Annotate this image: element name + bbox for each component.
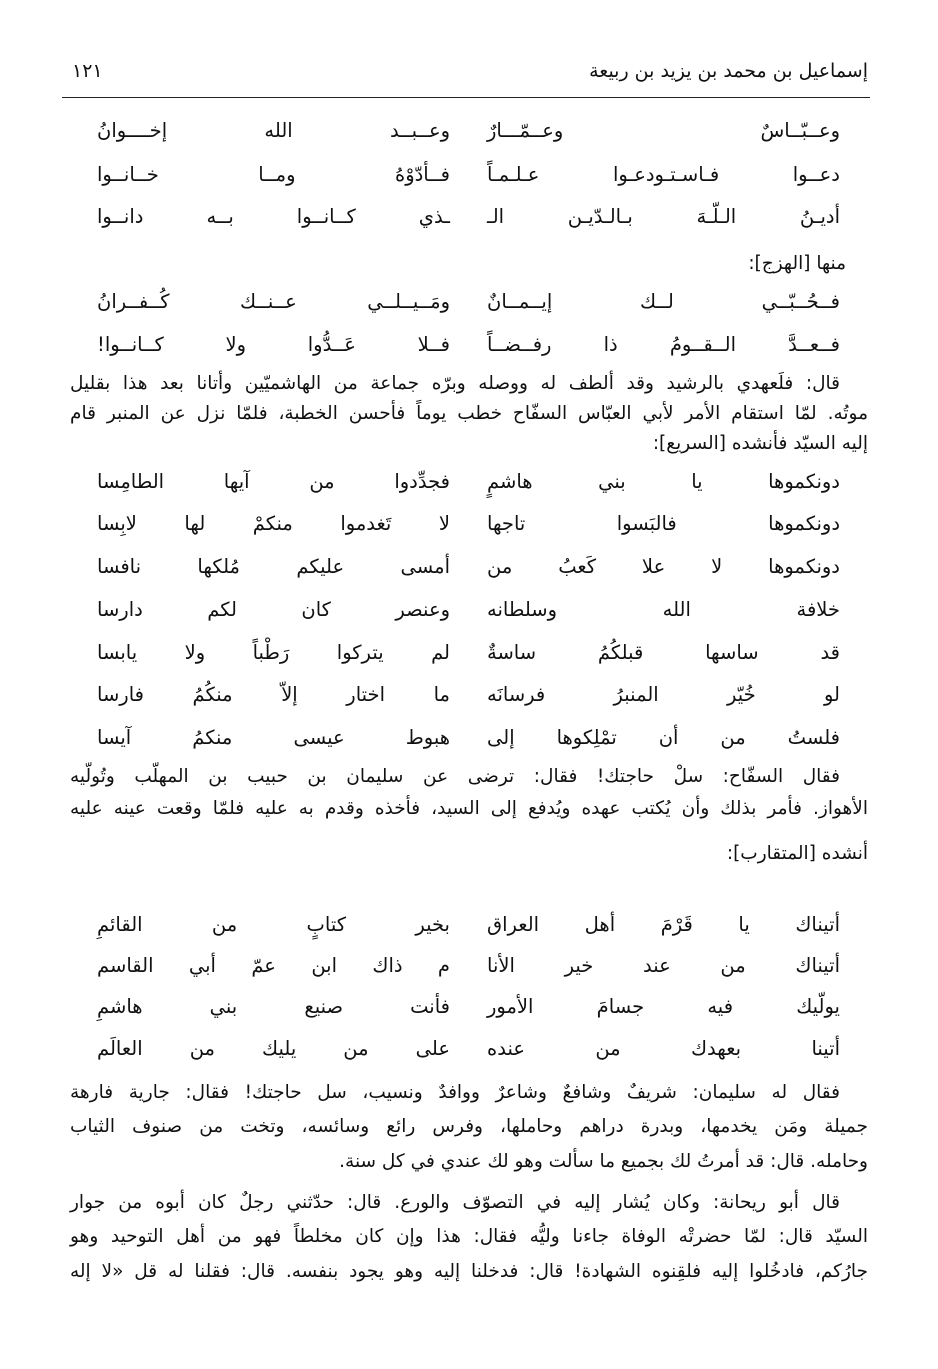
prose-line: فقال السفّاح: سلْ حاجتك! فقال: ترضى عن سليمان بن حبيب بن المهلّب وتُولّيه (70, 766, 840, 787)
verse-first-hemistich: أتيناك من عند خير الأنا (487, 954, 840, 977)
prose-line: إليه السيّد فأنشده [السريع]: (652, 433, 868, 454)
verse-first-hemistich: فــعــدَّ الــقــومُ ذا رفــضــاً (487, 333, 840, 356)
prose-line: السيّد قال: لمّا حضرتْه الوفاة جاءنا وليُّه فقال: هذا وإن كان مخلطاً فهو من أهل التوحيد وهو (70, 1226, 868, 1247)
prose-line: جارُكم، فادخُلوا إليه فلقِنوه الشهادة! قال: فدخلنا إليه وهو يجود بنفسه. قال: فقلنا له قل «لا إله (70, 1261, 868, 1282)
verse-first-hemistich: دعــوا فـاسـتـودعـوا عـلـمـاً (487, 163, 840, 186)
verse-second-hemistich: على من يليك من العالَم (97, 1037, 450, 1060)
verse-first-hemistich: دونكموها يا بني هاشمٍ (487, 470, 840, 493)
verse-second-hemistich: فأنت صنيع بني هاشمِ (97, 995, 450, 1018)
verse-second-hemistich: هبوط عيسى منكمُ آيسا (97, 726, 450, 749)
verse-second-hemistich: وعنصر كان لكم دارسا (97, 598, 450, 621)
verse-first-hemistich: وعــبّــاسٌ وعــمّـــارٌ (487, 119, 840, 142)
meter-label: منها [الهزج]: (748, 253, 846, 274)
verse-second-hemistich: بخير كتابٍ من القائمِ (97, 913, 450, 936)
verse-first-hemistich: أتينا بعهدك من عنده (487, 1037, 840, 1060)
verse-first-hemistich: دونكموها فالبَسوا تاجها (487, 512, 840, 535)
verse-first-hemistich: دونكموها لا علا كَعبُ من (487, 555, 840, 578)
verse-second-hemistich: م ذاك ابن عمّ أبي القاسم (97, 954, 450, 977)
prose-line: وحامله. قال: قد أمرتُ لك بجميع ما سألت وهو لك عندي في كل سنة. (339, 1151, 868, 1172)
verse-second-hemistich: لم يتركوا رَطْباً ولا يابسا (97, 641, 450, 664)
prose-line: جميلة ومَن يخدمها، وبدرة دراهم وحاملها، وفرس رائع وسائسه، وتخت من صنوف الثياب (70, 1116, 868, 1137)
verse-first-hemistich: فــحُــبّــي لــك إيــمــانٌ (487, 290, 840, 313)
verse-first-hemistich: فلستُ من أن تمْلِكوها إلى (487, 726, 840, 749)
verse-first-hemistich: لو خُيّر المنبرُ فرسانَه (487, 683, 840, 706)
verse-second-hemistich: أمسى عليكم مُلكها نافسا (97, 555, 450, 578)
verse-second-hemistich: ـذي كــانــوا بــه دانــوا (97, 205, 450, 228)
verse-second-hemistich: ما اختار إلاّ منكُمُ فارسا (97, 683, 450, 706)
verse-second-hemistich: فجدِّدوا من آيها الطامِسا (97, 470, 450, 493)
verse-first-hemistich: يولّيك فيه جسامَ الأمور (487, 995, 840, 1018)
verse-second-hemistich: فــلا عَــدُّوا ولا كــانــوا! (97, 333, 450, 356)
prose-line: فقال له سليمان: شريفٌ وشافعٌ وشاعرٌ ووافدٌ ونسيب، سل حاجتك! فقال: جارية فارهة (70, 1082, 840, 1103)
prose-line: أنشده [المتقارب]: (726, 843, 868, 864)
prose-line: الأهواز. فأمر بذلك وأن يُكتب عهده ويُدفع إلى السيد، فأخذه وقدم به عليه فلمّا وقعت عينه عليه (70, 798, 868, 819)
verse-second-hemistich: ومَــيــلــي عــنــك كُــفــرانُ (97, 290, 450, 313)
prose-line: موتُه. لمّا استقام الأمر لأبي العبّاس السفّاح خطب يوماً فأحسن الخطبة، فلمّا نزل عن المنبر قام (70, 403, 868, 424)
page-number: ١٢١ (72, 60, 103, 82)
verse-second-hemistich: وعــبــد الله إخــــوانُ (97, 119, 450, 142)
verse-first-hemistich: أديـنُ الـلّـهَ بـالـدّيـن الـ (487, 205, 840, 228)
verse-second-hemistich: لا تَغدموا منكمْ لها لابِسا (97, 512, 450, 535)
verse-first-hemistich: أتيناك يا قَرْمَ أهل العراق (487, 913, 840, 936)
verse-first-hemistich: قد ساسها قبلكُمُ ساسةٌ (487, 641, 840, 664)
verse-first-hemistich: خلافة الله وسلطانه (487, 598, 840, 621)
verse-second-hemistich: فــأدّوْهُ ومــا خــانــوا (97, 163, 450, 186)
header-rule (62, 97, 870, 98)
running-header-title: إسماعيل بن محمد بن يزيد بن ربيعة (589, 60, 868, 82)
prose-line: قال أبو ريحانة: وكان يُشار إليه في التصوّف والورع. قال: حدّثني رجلٌ كان أبوه من جوار (70, 1192, 840, 1213)
prose-line: قال: فلَعهدي بالرشيد وقد ألطف له ووصله وبرّه جماعة من الهاشميّين وأتانا بعد هذا بقليل (70, 373, 840, 394)
